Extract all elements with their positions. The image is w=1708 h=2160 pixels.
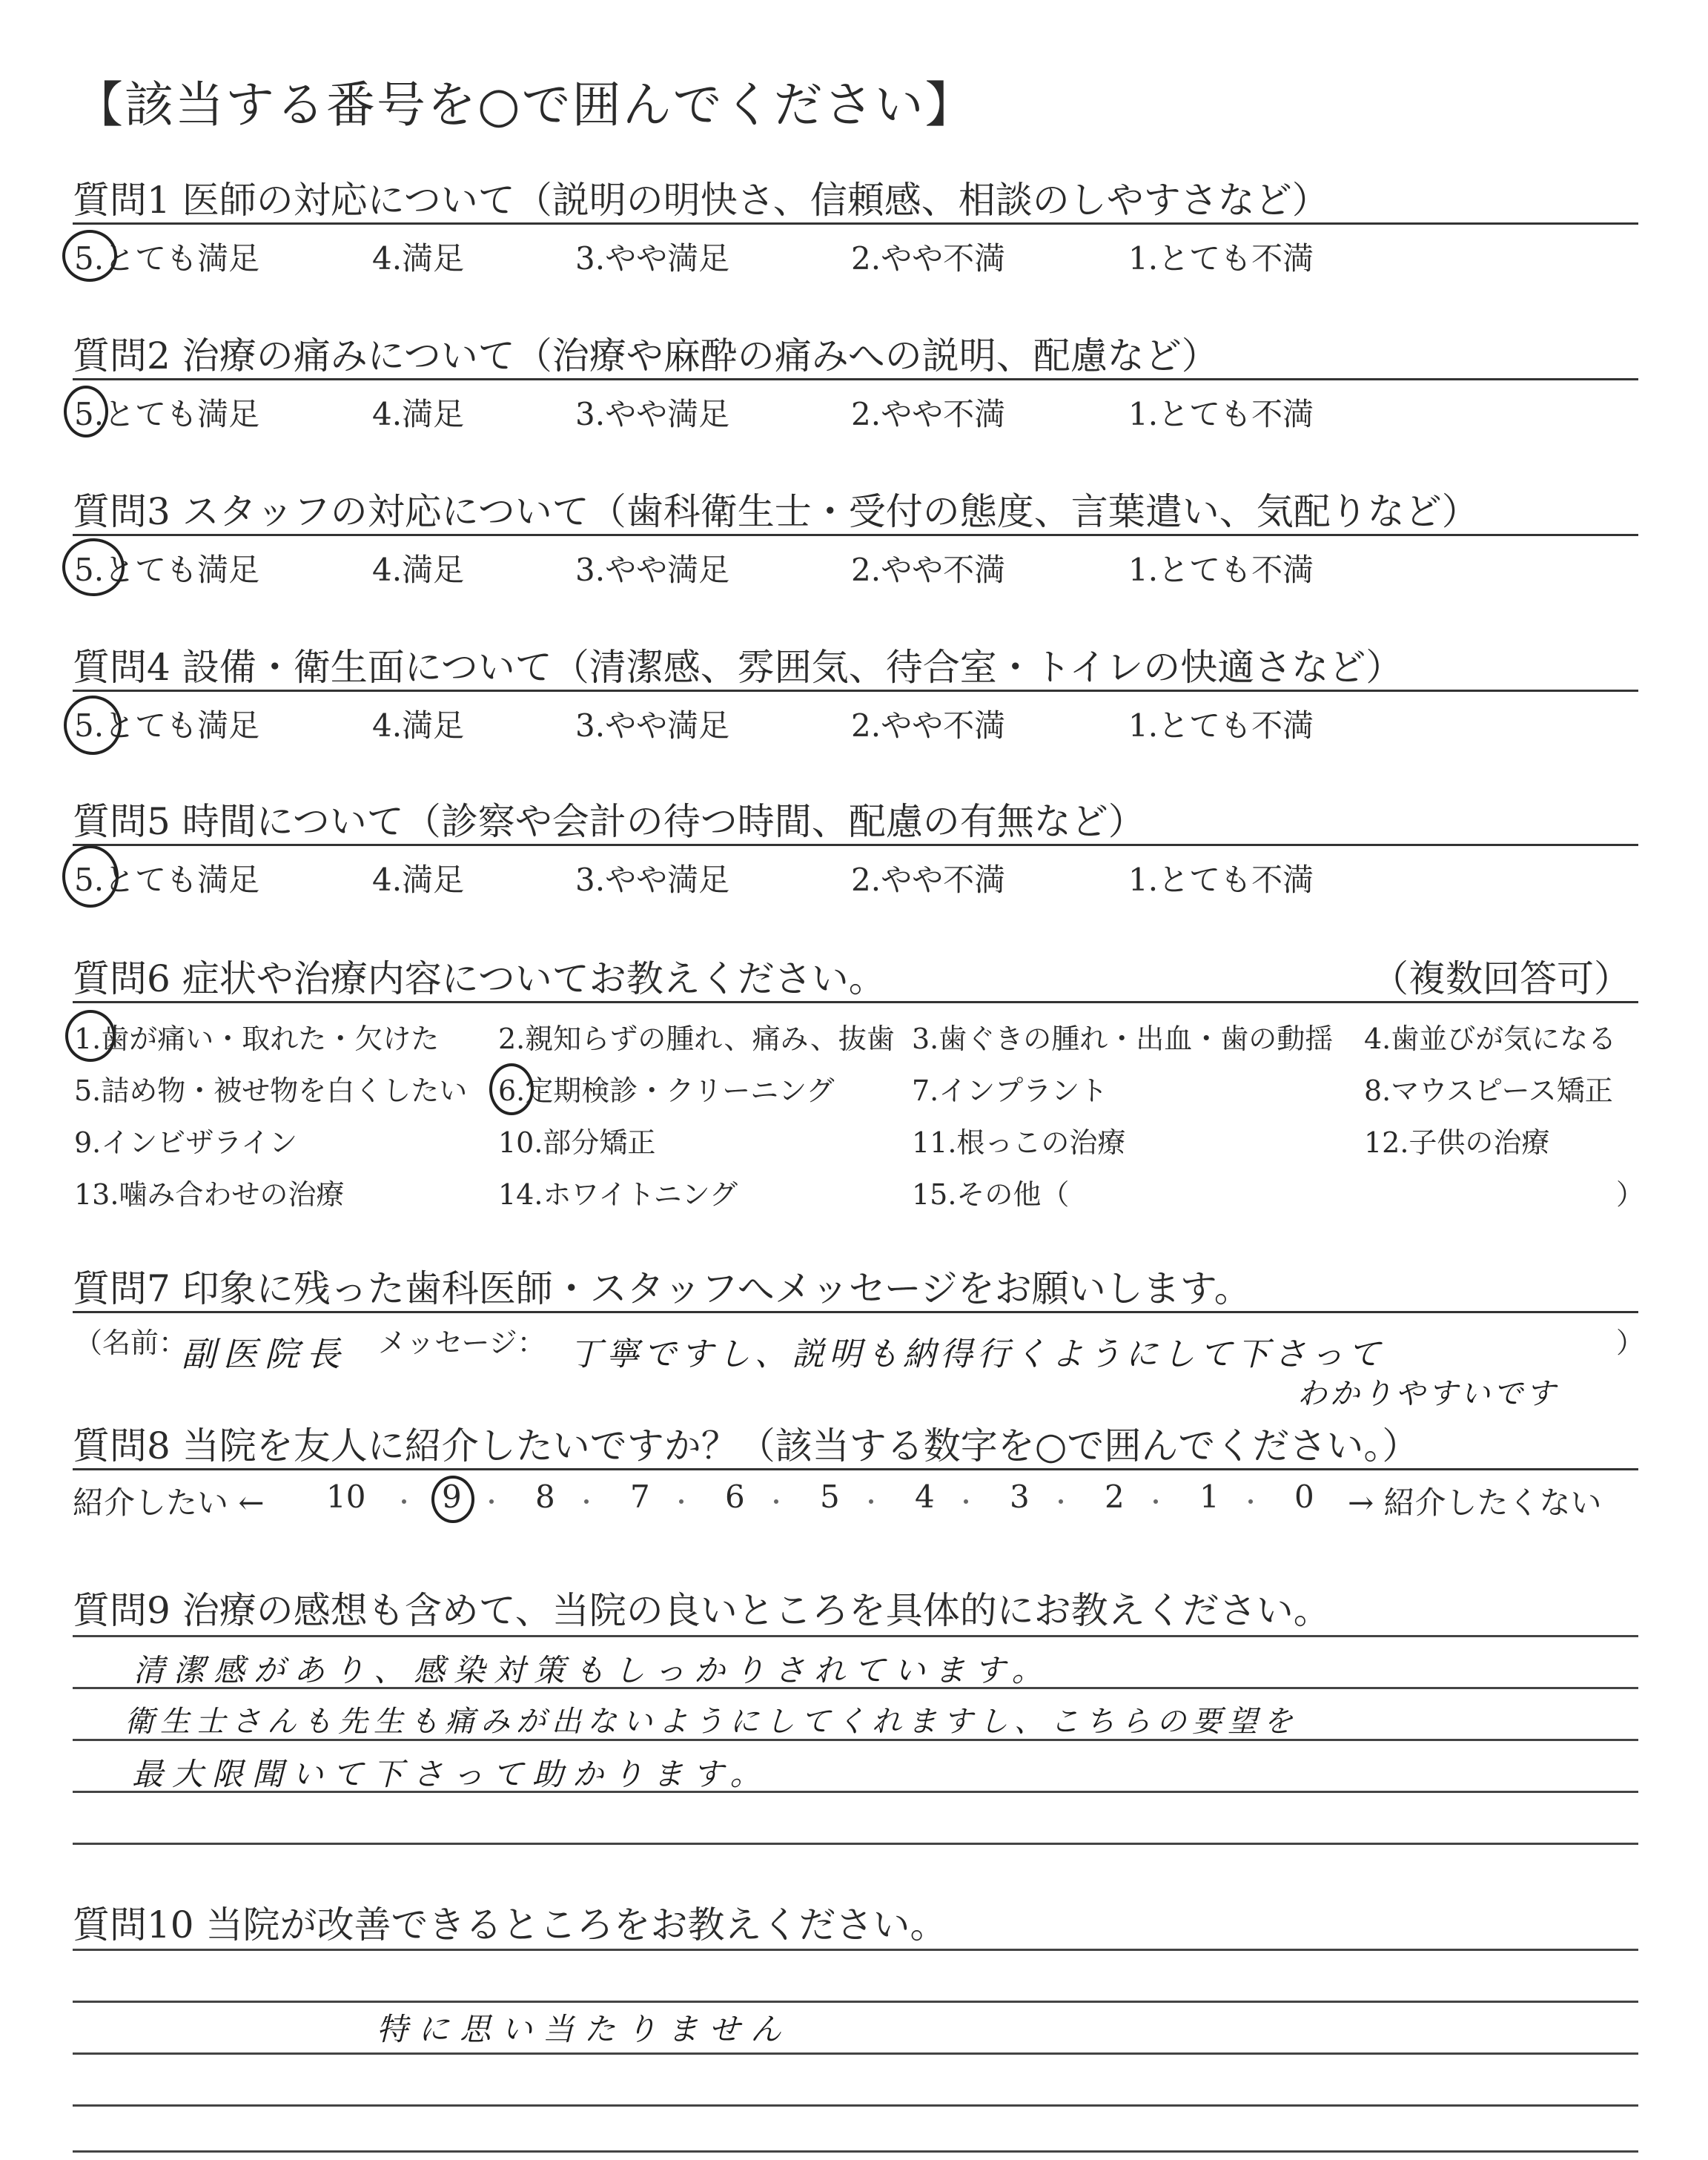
- scale-4[interactable]: 4: [915, 1479, 935, 1515]
- option-5[interactable]: 5.とても満足: [74, 707, 260, 744]
- question-2-label: 質問2 治療の痛みについて（治療や麻酔の痛みへの説明、配慮など）: [73, 334, 1219, 377]
- symptom-option-9[interactable]: 9.インビザライン: [74, 1126, 298, 1159]
- answer-line: [73, 1843, 1638, 1845]
- answer-line: [73, 1635, 1638, 1637]
- option-3[interactable]: 3.やや満足: [575, 396, 730, 432]
- scale-9[interactable]: 9: [442, 1479, 462, 1515]
- option-1[interactable]: 1.とても不満: [1128, 707, 1314, 744]
- scale-separator: [1248, 1499, 1253, 1504]
- selection-circle: [431, 1476, 474, 1523]
- option-1[interactable]: 1.とても不満: [1128, 862, 1314, 898]
- option-4[interactable]: 4.満足: [372, 707, 465, 744]
- scale-1[interactable]: 1: [1199, 1479, 1219, 1515]
- divider: [73, 690, 1638, 692]
- symptom-option-5[interactable]: 5.詰め物・被せ物を白くしたい: [74, 1074, 468, 1107]
- option-3[interactable]: 3.やや満足: [575, 552, 730, 588]
- divider: [73, 1468, 1638, 1470]
- selection-circle: [65, 1010, 116, 1062]
- scale-2[interactable]: 2: [1105, 1479, 1125, 1515]
- symptom-option-7[interactable]: 7.インプラント: [912, 1074, 1108, 1107]
- symptom-option-3[interactable]: 3.歯ぐきの腫れ・出血・歯の動揺: [912, 1023, 1334, 1055]
- option-1[interactable]: 1.とても不満: [1128, 396, 1314, 432]
- symptom-option-15[interactable]: 15.その他（: [912, 1178, 1070, 1211]
- q9-answer-line-1: 清潔感があり、感染対策もしっかりされています。: [133, 1652, 1052, 1688]
- divider: [73, 378, 1638, 380]
- option-4[interactable]: 4.満足: [372, 396, 465, 432]
- scale-left-label: 紹介したい ←: [73, 1484, 265, 1521]
- option-1[interactable]: 1.とても不満: [1128, 552, 1314, 588]
- symptom-option-1[interactable]: 1.歯が痛い・取れた・欠けた: [74, 1023, 440, 1055]
- scale-separator: [964, 1499, 968, 1504]
- option-3[interactable]: 3.やや満足: [575, 240, 730, 277]
- symptom-option-13[interactable]: 13.噛み合わせの治療: [74, 1178, 345, 1211]
- q10-answer: 特に思い当たりません: [377, 2011, 792, 2047]
- scale-0[interactable]: 0: [1294, 1479, 1314, 1515]
- message-label: メッセージ：: [378, 1327, 546, 1359]
- divider: [73, 534, 1638, 536]
- symptom-option-8[interactable]: 8.マウスピース矯正: [1364, 1074, 1613, 1107]
- question-3-label: 質問3 スタッフの対応について（歯科衛生士・受付の態度、言葉遣い、気配りなど）: [73, 490, 1479, 533]
- divider: [73, 222, 1638, 225]
- option-5[interactable]: 5.とても満足: [74, 240, 260, 277]
- question-6-label: 質問6 症状や治療内容についてお教えください。: [73, 957, 886, 1000]
- selection-circle: [489, 1063, 534, 1115]
- selection-circle: [62, 230, 117, 282]
- scale-separator: [1059, 1499, 1063, 1504]
- scale-separator: [402, 1499, 406, 1504]
- answer-line: [73, 2001, 1638, 2003]
- selection-circle: [62, 538, 125, 596]
- option-2[interactable]: 2.やや不満: [851, 240, 1006, 277]
- staff-name-handwritten: 副医院長: [182, 1334, 348, 1374]
- symptom-option-11[interactable]: 11.根っこの治療: [912, 1126, 1126, 1159]
- name-label: （名前：: [74, 1327, 188, 1359]
- symptom-option-12[interactable]: 12.子供の治療: [1364, 1126, 1550, 1159]
- question-9-label: 質問9 治療の感想も含めて、当院の良いところを具体的にお教えください。: [73, 1589, 1331, 1632]
- option-3[interactable]: 3.やや満足: [575, 862, 730, 898]
- selection-circle: [64, 696, 122, 755]
- other-close-paren: ）: [1616, 1178, 1645, 1211]
- answer-line: [73, 2150, 1638, 2153]
- scale-separator: [774, 1499, 778, 1504]
- multiple-answers-note: （複数回答可）: [1371, 957, 1631, 1000]
- message-handwritten-line-2: わかりやすいです: [1297, 1377, 1558, 1411]
- option-2[interactable]: 2.やや不満: [851, 707, 1006, 744]
- question-10-label: 質問10 当院が改善できるところをお教えください。: [73, 1903, 947, 1946]
- scale-3[interactable]: 3: [1010, 1479, 1030, 1515]
- question-8-label: 質問8 当院を友人に紹介したいですか？（該当する数字を○で囲んでください。）: [73, 1424, 1420, 1467]
- option-2[interactable]: 2.やや不満: [851, 552, 1006, 588]
- option-5[interactable]: 5.とても満足: [74, 862, 260, 898]
- scale-separator: [1153, 1499, 1158, 1504]
- option-2[interactable]: 2.やや不満: [851, 396, 1006, 432]
- scale-separator: [679, 1499, 683, 1504]
- q9-answer-line-3: 最大限聞いて下さって助かります。: [132, 1756, 770, 1792]
- answer-line: [73, 1949, 1638, 1951]
- symptom-option-4[interactable]: 4.歯並びが気になる: [1364, 1023, 1617, 1055]
- question-5-label: 質問5 時間について（診察や会計の待つ時間、配慮の有無など）: [73, 800, 1145, 843]
- question-4-label: 質問4 設備・衛生面について（清潔感、雰囲気、待合室・トイレの快適さなど）: [73, 646, 1403, 689]
- selection-circle: [64, 386, 108, 437]
- selection-circle: [62, 845, 119, 908]
- scale-right-label: → 紹介したくない: [1348, 1484, 1602, 1521]
- scale-8[interactable]: 8: [535, 1479, 555, 1515]
- option-4[interactable]: 4.満足: [372, 862, 465, 898]
- answer-line: [73, 2052, 1638, 2055]
- scale-10[interactable]: 10: [326, 1479, 366, 1515]
- page-title: 【該当する番号を○で囲んでください】: [74, 76, 976, 133]
- option-5[interactable]: 5.とても満足: [74, 396, 260, 432]
- divider: [73, 844, 1638, 846]
- q9-answer-line-2: 衛生士さんも先生も痛みが出ないようにしてくれますし、こちらの要望を: [125, 1705, 1299, 1739]
- option-1[interactable]: 1.とても不満: [1128, 240, 1314, 277]
- symptom-option-2[interactable]: 2.親知らずの腫れ、痛み、抜歯: [498, 1023, 895, 1055]
- question-7-label: 質問7 印象に残った歯科医師・スタッフへメッセージをお願いします。: [73, 1267, 1251, 1310]
- scale-separator: [584, 1499, 589, 1504]
- option-3[interactable]: 3.やや満足: [575, 707, 730, 744]
- option-5[interactable]: 5.とても満足: [74, 552, 260, 588]
- question-1-label: 質問1 医師の対応について（説明の明快さ、信頼感、相談のしやすさなど）: [73, 179, 1329, 222]
- option-2[interactable]: 2.やや不満: [851, 862, 1006, 898]
- scale-separator: [869, 1499, 873, 1504]
- message-handwritten-line-1: 丁寧ですし、説明も納得行くようにして下さって: [569, 1335, 1385, 1373]
- option-4[interactable]: 4.満足: [372, 552, 465, 588]
- scale-5[interactable]: 5: [820, 1479, 840, 1515]
- symptom-option-10[interactable]: 10.部分矯正: [498, 1126, 656, 1159]
- divider: [73, 1311, 1638, 1313]
- scale-separator: [489, 1499, 494, 1504]
- divider: [73, 1001, 1638, 1003]
- symptom-option-14[interactable]: 14.ホワイトニング: [498, 1178, 738, 1211]
- scale-6[interactable]: 6: [725, 1479, 745, 1515]
- answer-line: [73, 2104, 1638, 2107]
- message-close-paren: ）: [1616, 1327, 1645, 1359]
- option-4[interactable]: 4.満足: [372, 240, 465, 277]
- scale-7[interactable]: 7: [630, 1479, 650, 1515]
- symptom-option-6[interactable]: 6.定期検診・クリーニング: [498, 1074, 835, 1107]
